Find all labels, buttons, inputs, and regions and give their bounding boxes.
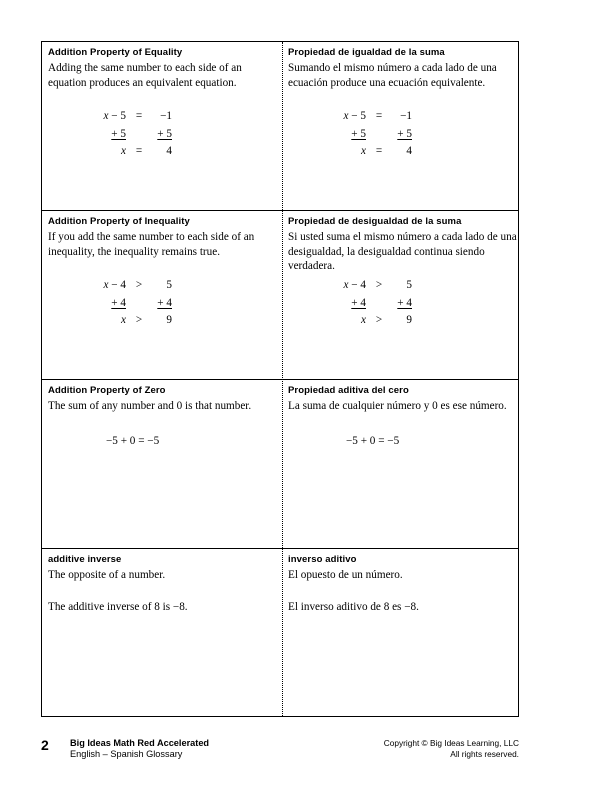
term-heading: additive inverse xyxy=(48,554,122,565)
term-definition: Adding the same number to each side of an equation produces an equivalent equation. xyxy=(48,62,242,89)
eq-variable: x xyxy=(121,314,126,326)
eq-symbol: = xyxy=(135,145,143,157)
eq-added: + 5 xyxy=(351,127,366,140)
row-divider xyxy=(42,548,518,549)
eq-added: + 4 xyxy=(111,296,126,309)
eq-value: −1 xyxy=(400,110,412,122)
term-definition: El opuesto de un número. xyxy=(288,569,403,581)
term-heading: Propiedad de desigualdad de la suma xyxy=(288,216,462,227)
eq-value: 5 xyxy=(166,279,172,291)
eq-symbol: > xyxy=(135,279,143,291)
term-heading: inverso aditivo xyxy=(288,554,357,565)
term-heading: Addition Property of Equality xyxy=(48,47,183,58)
zero-example: −5 + 0 = −5 xyxy=(106,435,160,447)
row-divider xyxy=(42,379,518,380)
card-zero-spanish xyxy=(288,385,518,545)
eq-value: 9 xyxy=(166,314,172,326)
card-equality-spanish xyxy=(288,47,518,207)
eq-term: − 5 xyxy=(348,110,366,122)
zero-example: −5 + 0 = −5 xyxy=(346,435,400,447)
rights-notice: All rights reserved. xyxy=(450,749,519,759)
term-definition: The opposite of a number. xyxy=(48,569,166,581)
card-zero-english xyxy=(48,385,278,545)
eq-variable: x xyxy=(121,145,126,157)
card-equality-english xyxy=(48,47,278,207)
term-definition: The sum of any number and 0 is that number. xyxy=(48,400,252,412)
eq-added: + 5 xyxy=(111,127,126,140)
term-heading: Propiedad aditiva del cero xyxy=(288,385,409,396)
book-title: Big Ideas Math Red Accelerated xyxy=(70,738,210,748)
term-definition: Si usted suma el mismo número a cada lado de una desigualdad, la desigualdad continua siendo verdadera. xyxy=(288,231,517,272)
term-heading: Addition Property of Zero xyxy=(48,385,166,396)
eq-added: + 5 xyxy=(397,127,412,140)
eq-value: 9 xyxy=(406,314,412,326)
card-inequality-spanish xyxy=(288,216,518,376)
eq-added: + 4 xyxy=(157,296,172,309)
eq-value: 5 xyxy=(406,279,412,291)
inverse-example: The additive inverse of 8 is −8. xyxy=(48,601,188,613)
eq-added: + 4 xyxy=(351,296,366,309)
card-inverse-english xyxy=(48,554,278,714)
eq-added: + 4 xyxy=(397,296,412,309)
eq-symbol: = xyxy=(375,145,383,157)
eq-value: 4 xyxy=(406,145,412,157)
eq-value: −1 xyxy=(160,110,172,122)
eq-variable: x xyxy=(361,145,366,157)
inequality-example: x − 4 > 5 + 4 + 4 x > 9 xyxy=(340,278,412,331)
eq-variable: x xyxy=(361,314,366,326)
card-inequality-english xyxy=(48,216,278,376)
term-definition: Sumando el mismo número a cada lado de una ecuación produce una ecuación equivalente. xyxy=(288,62,497,89)
eq-value: 4 xyxy=(166,145,172,157)
inverse-example: El inverso aditivo de 8 es −8. xyxy=(288,601,419,613)
copyright-notice: Copyright © Big Ideas Learning, LLC xyxy=(383,738,519,748)
eq-term: − 4 xyxy=(108,279,126,291)
glossary-subtitle: English – Spanish Glossary xyxy=(70,749,183,759)
term-heading: Addition Property of Inequality xyxy=(48,216,190,227)
inequality-example: x − 4 > 5 + 4 + 4 x > 9 xyxy=(100,278,172,331)
term-definition: If you add the same number to each side of an inequality, the inequality remains true. xyxy=(48,231,255,258)
eq-symbol: > xyxy=(135,314,143,326)
equation-example: x − 5 = −1 + 5 + 5 x = 4 xyxy=(340,109,412,162)
term-definition: La suma de cualquier número y 0 es ese número. xyxy=(288,400,507,412)
eq-term: − 5 xyxy=(108,110,126,122)
term-heading: Propiedad de igualdad de la suma xyxy=(288,47,445,58)
equation-example: x − 5 = −1 + 5 + 5 x = 4 xyxy=(100,109,172,162)
eq-added: + 5 xyxy=(157,127,172,140)
eq-term: − 4 xyxy=(348,279,366,291)
page-number: 2 xyxy=(41,737,49,753)
eq-symbol: = xyxy=(135,110,143,122)
eq-symbol: > xyxy=(375,314,383,326)
eq-symbol: > xyxy=(375,279,383,291)
glossary-card-grid xyxy=(41,41,519,717)
eq-symbol: = xyxy=(375,110,383,122)
card-inverse-spanish xyxy=(288,554,518,714)
row-divider xyxy=(42,210,518,211)
